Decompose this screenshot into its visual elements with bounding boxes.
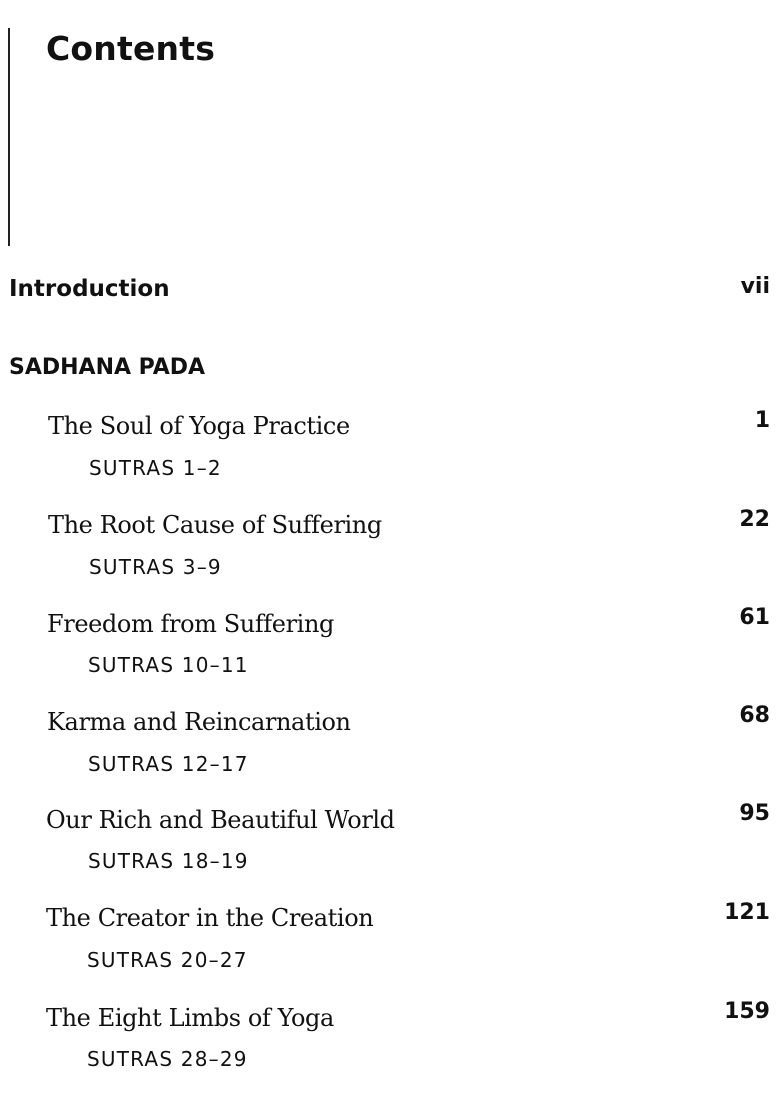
entry-sutras: SUTRAS 1–2 bbox=[89, 456, 222, 480]
introduction-title: Introduction bbox=[9, 276, 170, 302]
entry-page-number: 159 bbox=[724, 999, 770, 1024]
page-title: Contents bbox=[46, 29, 216, 68]
contents-entry bbox=[0, 410, 780, 500]
entry-page-number: 95 bbox=[739, 801, 770, 826]
entry-sutras: SUTRAS 28–29 bbox=[87, 1047, 248, 1071]
entry-title: Our Rich and Beautiful World bbox=[46, 806, 395, 834]
entry-title: The Eight Limbs of Yoga bbox=[46, 1004, 334, 1032]
entry-title: Freedom from Suffering bbox=[47, 610, 334, 638]
contents-entry bbox=[0, 801, 780, 894]
entry-title: Karma and Reincarnation bbox=[47, 708, 351, 736]
entry-page-number: 68 bbox=[739, 703, 770, 728]
entry-title: The Soul of Yoga Practice bbox=[48, 412, 350, 440]
section-heading: SADHANA PADA bbox=[9, 355, 206, 380]
entry-sutras: SUTRAS 10–11 bbox=[88, 653, 249, 677]
entry-sutras: SUTRAS 3–9 bbox=[89, 555, 222, 579]
entry-sutras: SUTRAS 18–19 bbox=[88, 849, 249, 873]
contents-entry bbox=[0, 703, 780, 796]
entry-page-number: 61 bbox=[739, 605, 770, 630]
contents-entry bbox=[0, 902, 780, 992]
contents-entry bbox=[0, 999, 780, 1092]
entry-title: The Creator in the Creation bbox=[46, 904, 374, 932]
entry-sutras: SUTRAS 12–17 bbox=[88, 752, 249, 776]
entry-page-number: 121 bbox=[724, 900, 770, 925]
introduction-page-number: vii bbox=[740, 274, 770, 299]
contents-entry bbox=[0, 605, 780, 698]
entry-page-number: 22 bbox=[739, 507, 770, 532]
entry-sutras: SUTRAS 20–27 bbox=[87, 948, 248, 972]
contents-entry bbox=[0, 509, 780, 599]
entry-page-number: 1 bbox=[754, 408, 770, 433]
entry-title: The Root Cause of Suffering bbox=[48, 511, 382, 539]
